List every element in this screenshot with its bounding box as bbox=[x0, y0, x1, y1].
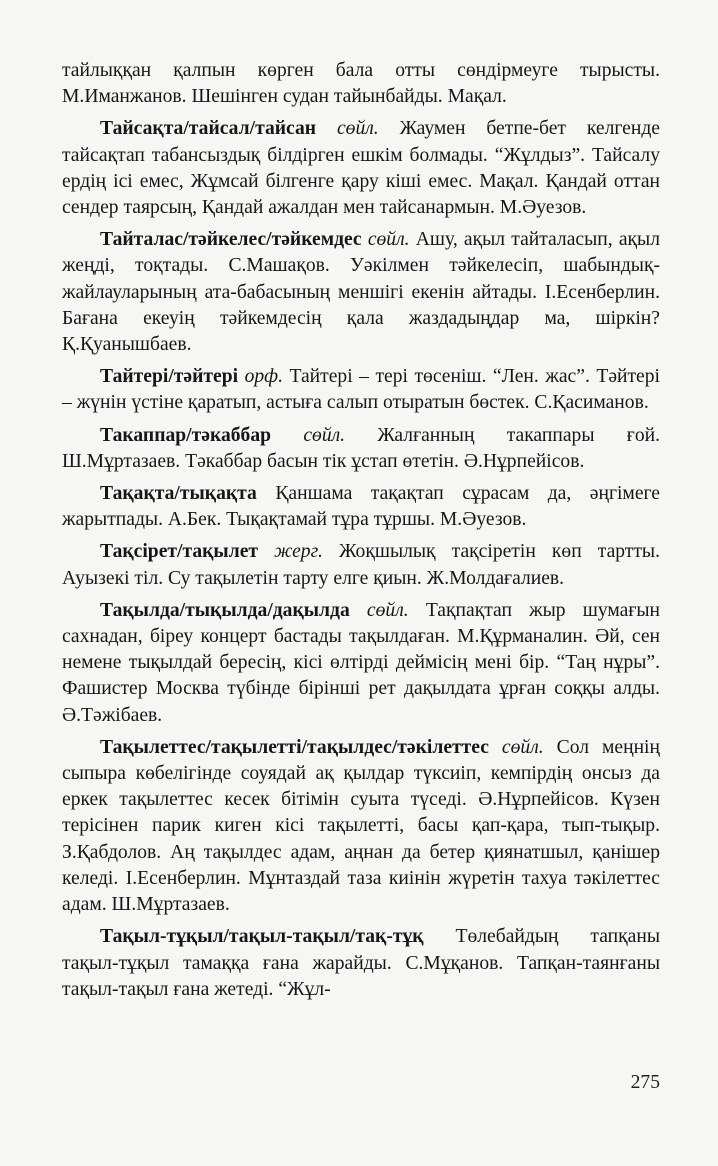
dictionary-entry bbox=[62, 364, 660, 416]
dictionary-entry bbox=[62, 539, 660, 591]
entry-headword: Такаппар/тәкаббар bbox=[100, 424, 272, 446]
entry-headword: Тақсірет/тақылет bbox=[100, 541, 259, 563]
entry-label: сөйл. bbox=[367, 229, 410, 251]
entry-label: сөйл. bbox=[336, 118, 379, 140]
entry-headword: Тақақта/тықақта bbox=[100, 483, 257, 505]
dictionary-entry bbox=[62, 481, 660, 533]
entry-label: сөйл. bbox=[303, 424, 346, 446]
entry-headword: Тайсақта/тайсал/тайсан bbox=[100, 118, 317, 140]
entry-body: Ашу, ақыл тайталасып, ақыл жеңді, тоқтады. С.Машақов. Уәкілмен тәйкелесіп, шабындық-жайлауларының ата-бабасының меншігі екенін айтады. І.Есенберлин. Бағана екеуің тәйкемдесің қала жаздадыңдар ма, шіркін? Қ.Қуанышбаев. bbox=[62, 229, 660, 356]
entry-continuation bbox=[62, 58, 660, 110]
entry-body: Жаумен бетпе-бет келгенде тайсақтап табансыздық білдірген ешкім болмады. “Жұлдыз”. Тайсалу ердің ісі емес, Жұмсай білгенге қару кіші емес. Мақал. Қандай оттан сендер таярсың, Қандай ажалдан мен тайсанармын. М.Әуезов. bbox=[62, 118, 661, 219]
entry-headword: Тайтері/тәйтері bbox=[100, 366, 239, 388]
entry-label: орф. bbox=[244, 366, 283, 388]
entry-label: сөйл. bbox=[366, 599, 409, 621]
dictionary-entry bbox=[62, 227, 660, 358]
page-number: 275 bbox=[630, 1072, 660, 1093]
entry-headword: Тайталас/тәйкелес/тәйкемдес bbox=[100, 229, 362, 251]
entry-body: Жалғанның такаппары ғой. Ш.Мұртазаев. Тәкаббар басын тік ұстап өтетін. Ә.Нұрпейісов. bbox=[62, 424, 661, 472]
entry-body: Тайтері – тері төсеніш. “Лен. жас”. Тәйтері – жүнін үстіне қаратып, астыға салып отыратын бөстек. С.Қасиманов. bbox=[62, 366, 660, 414]
entry-label: жерг. bbox=[274, 541, 323, 563]
entry-body: Сол меңнің сыпыра көбелігінде соуядай ақ қылдар түксиіп, кемпірдің онсыз да еркек тақылеттес кесек бітімін суыта түседі. Ә.Нұрпейісов. Күзен терісінен парик киген кісі тақылетті, басы қап-қара, тып-тықыр. З.Қабдолов. Аң тақылдес адам, аңнан да бетер қиянатшыл, қанішер келеді. І.Есенберлин. Мұнтаздай таза киінін жүретін тахуа тәкілеттес адам. Ш.Мұртазаев. bbox=[62, 736, 660, 916]
entry-body: Тақпақтап жыр шумағын сахнадан, біреу концерт бастады тақылдаған. М.Құрманалин. Әй, сен немене тықылдай бересің, кісі өлтірді деймісің мені бір. “Таң нұры”. Фашистер Москва түбінде бірінші рет дақылдата ұрған соққы алды. Ә.Тәжібаев. bbox=[62, 599, 660, 726]
entry-headword: Тақылеттес/тақылетті/тақылдес/тәкілеттес bbox=[100, 736, 489, 758]
entry-body: тайлыққан қалпын көрген бала отты сөндірмеуге тырысты. М.Иманжанов. Шешінген судан тайынбайды. Мақал. bbox=[62, 60, 660, 108]
dictionary-entry bbox=[62, 423, 660, 475]
dictionary-page bbox=[62, 58, 660, 1009]
entry-headword: Тақылда/тықылда/дақылда bbox=[100, 599, 350, 621]
entry-body: Төлебайдың тапқаны тақыл-тұқыл тамаққа ғана жарайды. С.Мұқанов. Тапқан-таянғаны тақыл-тақыл ғана жетеді. “Жұл- bbox=[62, 926, 660, 1000]
entry-label: сөйл. bbox=[501, 736, 544, 758]
dictionary-entry bbox=[62, 116, 660, 221]
entry-body: Жоқшылық тақсіретін көп тартты. Ауызекі тіл. Су тақылетін тарту елге қиын. Ж.Молдағалиев. bbox=[62, 541, 660, 589]
dictionary-entry bbox=[62, 735, 660, 918]
dictionary-entry bbox=[62, 924, 660, 1003]
entry-body: Қаншама тақақтап сұрасам да, әңгімеге жарытпады. А.Бек. Тықақтамай тұра тұршы. М.Әуезов. bbox=[62, 483, 660, 531]
entry-headword: Тақыл-тұқыл/тақыл-тақыл/тақ-тұқ bbox=[100, 926, 424, 948]
dictionary-entry bbox=[62, 598, 660, 729]
